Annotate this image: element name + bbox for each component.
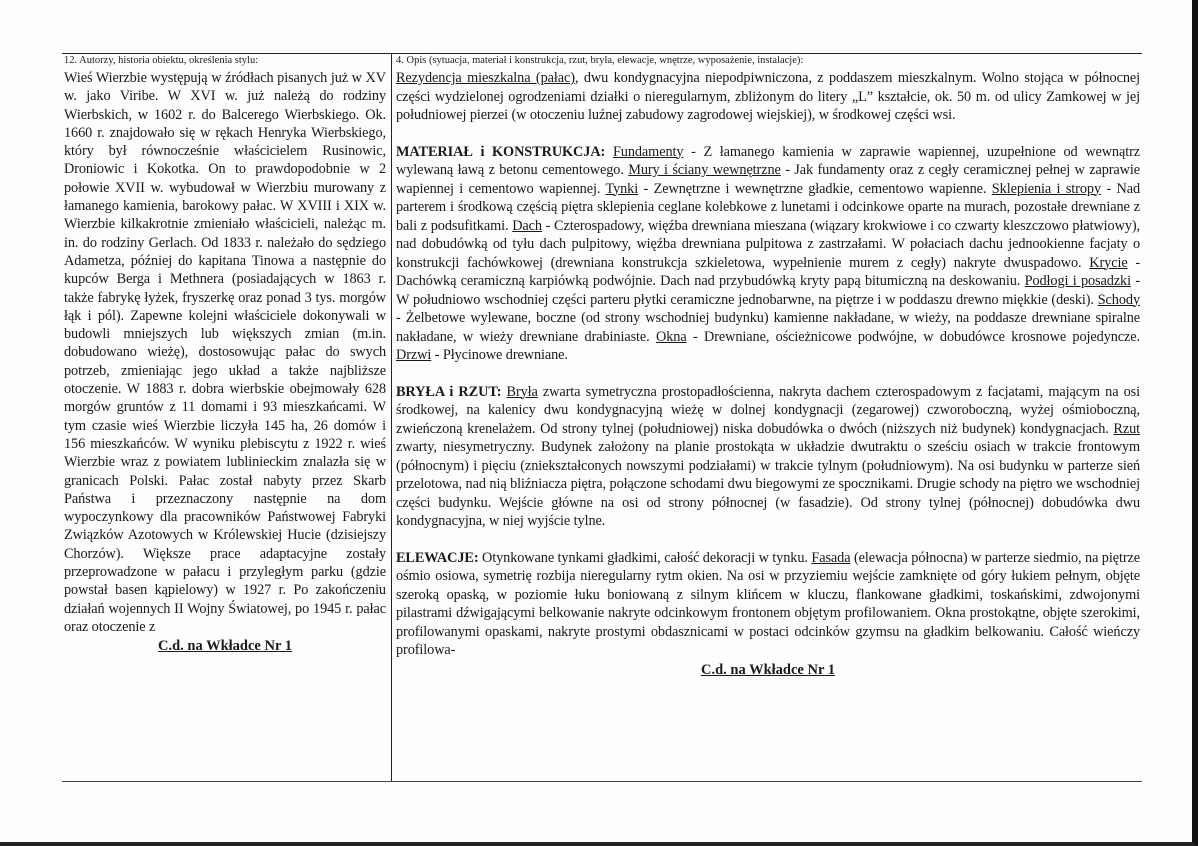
text-walls: - Jak fundamenty oraz z cegły ceramicznej pełnej w zaprawie wapiennej i cementowo wapiennej. — [396, 162, 1140, 197]
history-text: Wieś Wierzbie występują w źródłach pisanych już w XV w. jako Viribe. W XVI w. już należą do rodziny Wierbskich, w 1602 r. do Balcerego Wierbskiego. Ok. 1660 r. znajdowało się w rękach Henryka Wierbskiego, który był równocześnie właścicielem Rusinowic, Droniowic i Kokotka. On to prawdopodobnie w 2 połowie XVII w. wybudował w Wierzbiu murowany z łamanego kamienia, barokowy pałac. W XVIII i XIX w. Wierzbie kilkakrotnie zmieniało właścicieli, należąc m. in. do rodziny Gerlach. Od 1833 r. należało do sędziego Adametza, później do kapitana Tinowa a następnie do kupców Berga i Methnera (posiadających w 1863 r. także fabrykę łyżek, fryszerkę oraz ponad 3 tys. morgów łąk i pól). Zapewne kolejni właściciele dokonywali w budowli mniejszych lub większych zmian (m.in. dobudowano wieżę), dostosowując pałac do swych potrzeb, zmieniając jego układ a także najbliższe otoczenie. W 1883 r. dobra wierbskie obejmowały 628 morgów gruntów z 11 domami i 93 mieszkańcami. W tym czasie wieś Wierzbie liczyła 145 ha, 26 domów i 156 mieszkańców. W wyniku plebiscytu z 1922 r. wieś Wierzbie wraz z powiatem lublinieckim znalazła się w granicach Polski. Pałac został nabyty przez Skarb Państwa i przeznaczony następnie na dom wypoczynkowy dla pracowników Państwowej Fabryki Związków Azotowych w Królewskiej Hucie (dzisiejszy Chorzów). Większe prace adaptacyjne zostały przeprowadzone w pałacu i przyległym parku (gdzie powstał basen kąpielowy) w 1927 r. Po zakończeniu działań wojennych II Wojny Światowej, po 1945 r. pałac oraz otoczenie z — [64, 70, 386, 635]
term-doors: Drzwi — [396, 347, 432, 363]
text-roof: - Czterospadowy, więźba drewniana mieszana (wiązary krokwiowe i co czwarty kleszczowo płatwiowy), nad dobudówką od tyłu dach pulpitowy, więźba drewniana pulpitowa z zastrzałami. W połaciach dachu jednookienne facjaty o konstrukcji fachówkowej (drewniana konstrukcja szkieletowa, wypełnienie murem z cegły) nakryte dwuspadowo. — [396, 217, 1141, 271]
text-floors: - W południowo wschodniej części parteru płytki ceramiczne jednobarwne, na piętrze i w poddaszu drewno miękkie (deski). — [396, 273, 1140, 308]
term-stairs: Schody — [1097, 291, 1140, 308]
term-walls: Mury i ściany wewnętrzne — [628, 162, 781, 178]
text-windows: - Drewniane, ościeżnicowe podwójne, w dobudówce krosnowe pojedyncze. — [686, 328, 1141, 345]
section-heading: MATERIAŁ i KONSTRUKCJA: — [396, 143, 606, 160]
term-windows: Okna — [656, 328, 687, 345]
text-vaults: - Nad parterem i środkową częścią piętra sklepienia ceglane kolebkowe z lunetami i odcinkowe oparte na murach, pozostałe drewniane z bali z podsufitkami. — [396, 180, 1141, 234]
section-heading: BRYŁA i RZUT: — [396, 383, 502, 400]
description-continued-note: C.d. na Wkładce Nr 1 — [700, 661, 835, 678]
text-elevations: Otynkowane tynkami gładkimi, całość dekoracji w tynku. — [478, 549, 812, 566]
term-mass: Bryła — [506, 383, 538, 400]
text-doors: - Płycinowe drewniane. — [431, 347, 568, 363]
intro-text: , dwu kondygnacyjna niepodpiwniczona, z poddaszem mieszkalnym. Wolno stojąca w północnej części wydzielonej ogrodzeniami działki o nieregularnym, zbliżonym do litery „L” kształcie, ok. 50 m. od ulicy Zamkowej w jej południowej pierzei (w otoczeniu luźnej zabudowy zagrodowej wiejskiej), w środkowej części wsi. — [396, 70, 1140, 123]
term-vaults: Sklepienia i stropy — [991, 180, 1101, 197]
text-mass: zwarta symetryczna prostopadłościenna, nakryta dachem czterospadowym z facjatami, mającym na osi środkowej, na kalenicy dwu kondygnacyjną wieżę w dolnej kondygnacji (zegarowej) czworoboczną, wyżej ośmioboczną, zwieńczoną krenelażem. Od strony tylnej (południowej) niska dobudówka o dwóch (niższych niż budynek) kondygnacjach. — [396, 383, 1140, 437]
term-plaster: Tynki — [605, 180, 639, 197]
intro-term: Rezydencja mieszkalna (pałac) — [396, 70, 575, 86]
term-roof: Dach — [512, 217, 542, 234]
text-stairs: - Żelbetowe wylewane, boczne (od strony wschodniej budynku) kamienne nakładane, w wieży, na poddasze drewniane spiralne nakładane, w wieży drewniane drabiniaste. — [396, 310, 1140, 345]
description-intro — [396, 69, 1140, 125]
section-material-construction — [396, 143, 1140, 365]
section-mass-plan — [396, 383, 1140, 531]
text-foundations: - Z łamanego kamienia w zaprawie wapiennej, uzupełnione od wewnątrz wylewaną ławą z betonu cementowego. — [396, 143, 1140, 178]
text-plaster: - Zewnętrzne i wewnętrzne gładkie, cementowo wapienne. — [638, 180, 992, 197]
bottom-rule — [62, 781, 1142, 782]
section-elevations — [396, 549, 1140, 660]
section-heading: ELEWACJE: — [396, 549, 479, 566]
history-header: 12. Autorzy, historia obiektu, określenia stylu: — [64, 55, 259, 66]
text-facade: (elewacja północna) w parterze siedmio, na piętrze ośmio osiowa, symetrię rozbija nieregularny rytm okien. Na osi w przyziemiu wejście zamknięte od góry łukiem pełnym, objęte szeroką opaską, w poziomie łuku boniowaną z silnym klińcem w kluczu, flankowane gładkimi, toskańskimi, zdwojonymi pilastrami dźwigającymi belkowanie nakryte odcinkowym frontonem objętym profilowaniem. Okna prostokątne, objęte szerokimi, profilowanymi opaskami, nakryte prostymi obdasznicami w postaci odcinków gzymsu na gładkim belkowaniu. Całość wieńczy profilowa- — [396, 549, 1140, 658]
term-facade: Fasada — [811, 549, 851, 566]
term-foundations: Fundamenty — [612, 143, 684, 160]
column-divider — [391, 53, 392, 781]
term-roofing: Krycie — [1089, 254, 1128, 271]
term-plan: Rzut — [1113, 420, 1140, 437]
history-continued-note: C.d. na Wkładce Nr 1 — [157, 638, 292, 655]
description-column — [396, 54, 1140, 679]
description-header: 4. Opis (sytuacja, materiał i konstrukcja, rzut, bryła, elewacje, wnętrze, wyposażenie, instalacje): — [396, 55, 804, 66]
text-roofing: - Dachówką ceramiczną karpiówką podwójnie. Dach nad przybudówką kryty papą bitumiczną na deskowaniu. — [396, 254, 1140, 289]
history-column — [64, 54, 386, 655]
term-floors: Podłogi i posadzki — [1024, 273, 1131, 289]
text-plan: zwarty, niesymetryczny. Budynek założony na planie prostokąta w układzie dwutraktu o sześciu osiach w trakcie frontowym (północnym) i pięciu (zniekształconych nowszymi podziałami) w trakcie tylnym (południowym). Na osi budynku w parterze sień przelotowa, nad nią bliźniacza piętra, połączone schodami dwu biegowymi ze spocznikami. Drugie schody na piętro we wschodniej części budynku. Wejście główne na osi od strony północnej (w fasadzie). Od strony tylnej (północnej) dobudówka dwu kondygnacyjna, w niej wyjście tylne. — [396, 439, 1140, 529]
